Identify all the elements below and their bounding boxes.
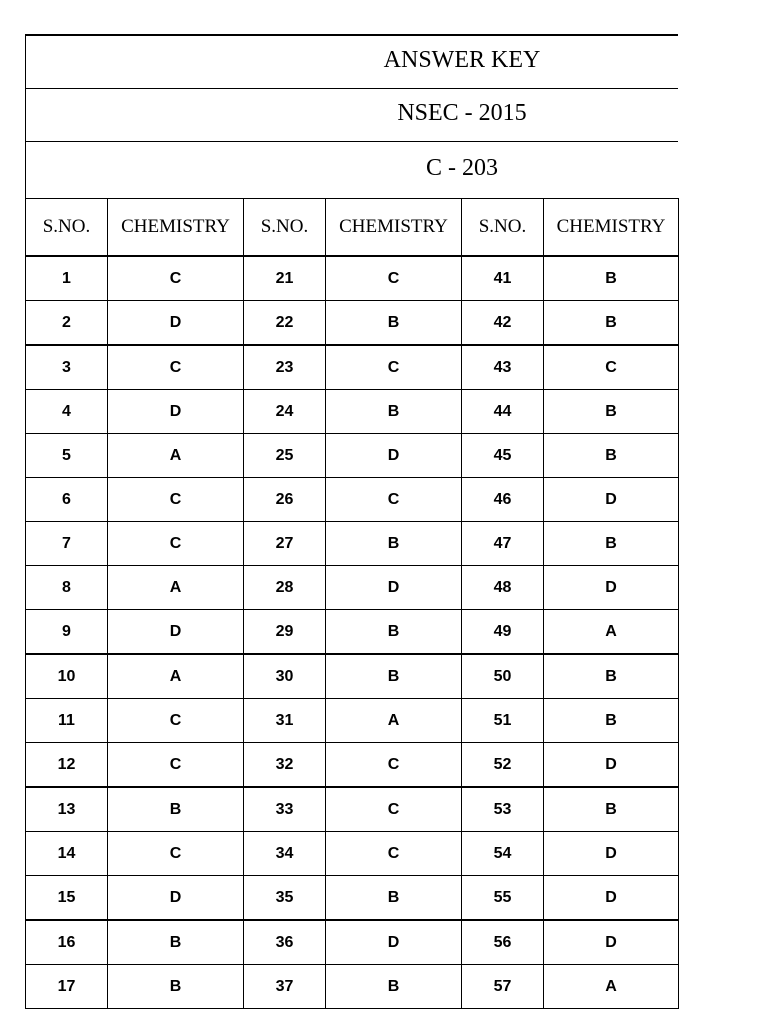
answer-cell: D: [544, 566, 679, 610]
answer-cell: B: [326, 522, 462, 566]
answer-cell: B: [108, 787, 244, 832]
answer-cell: C: [326, 256, 462, 301]
code-row: [25, 141, 678, 198]
sno-cell: 42: [462, 301, 544, 346]
sno-cell: 28: [244, 566, 326, 610]
answer-cell: B: [544, 256, 679, 301]
answer-cell: B: [326, 301, 462, 346]
answer-cell: A: [544, 965, 679, 1009]
exam-row: [25, 88, 678, 141]
sno-cell: 6: [26, 478, 108, 522]
answer-cell: D: [544, 876, 679, 921]
sno-cell: 5: [26, 434, 108, 478]
table-row: [26, 876, 679, 921]
sno-cell: 13: [26, 787, 108, 832]
column-header-sno-3: S.NO.: [462, 199, 544, 257]
answer-cell: C: [108, 832, 244, 876]
table-header-row: [26, 199, 679, 257]
sno-cell: 50: [462, 654, 544, 699]
answer-cell: B: [326, 610, 462, 655]
sno-cell: 24: [244, 390, 326, 434]
answer-cell: C: [108, 478, 244, 522]
table-row: [26, 301, 679, 346]
sno-cell: 53: [462, 787, 544, 832]
exam-name: NSEC - 2015: [397, 100, 527, 126]
answer-cell: C: [108, 699, 244, 743]
answer-cell: B: [108, 920, 244, 965]
sno-cell: 56: [462, 920, 544, 965]
table-row: [26, 478, 679, 522]
table-row: [26, 434, 679, 478]
answer-cell: B: [326, 654, 462, 699]
sno-cell: 2: [26, 301, 108, 346]
answer-cell: C: [326, 743, 462, 788]
sno-cell: 34: [244, 832, 326, 876]
table-row: [26, 654, 679, 699]
answer-cell: C: [326, 787, 462, 832]
sno-cell: 27: [244, 522, 326, 566]
sno-cell: 45: [462, 434, 544, 478]
answer-cell: C: [108, 522, 244, 566]
sno-cell: 57: [462, 965, 544, 1009]
table-row: [26, 345, 679, 390]
answer-cell: C: [326, 345, 462, 390]
answer-cell: D: [326, 920, 462, 965]
answer-cell: A: [544, 610, 679, 655]
paper-code: C - 203: [426, 155, 498, 181]
sno-cell: 51: [462, 699, 544, 743]
answer-cell: A: [108, 654, 244, 699]
sno-cell: 9: [26, 610, 108, 655]
answer-cell: B: [544, 434, 679, 478]
table-row: [26, 566, 679, 610]
column-header-sno-1: S.NO.: [26, 199, 108, 257]
sno-cell: 14: [26, 832, 108, 876]
table-row: [26, 256, 679, 301]
sno-cell: 4: [26, 390, 108, 434]
sno-cell: 8: [26, 566, 108, 610]
column-header-sno-2: S.NO.: [244, 199, 326, 257]
answer-cell: B: [544, 654, 679, 699]
title-row: [25, 34, 678, 88]
sno-cell: 35: [244, 876, 326, 921]
sno-cell: 55: [462, 876, 544, 921]
column-header-chemistry-1: CHEMISTRY: [108, 199, 244, 257]
sno-cell: 32: [244, 743, 326, 788]
answer-cell: C: [326, 832, 462, 876]
sno-cell: 36: [244, 920, 326, 965]
sno-cell: 12: [26, 743, 108, 788]
answer-cell: D: [544, 743, 679, 788]
sno-cell: 30: [244, 654, 326, 699]
column-header-chemistry-2: CHEMISTRY: [326, 199, 462, 257]
sno-cell: 37: [244, 965, 326, 1009]
answer-cell: B: [544, 699, 679, 743]
answer-cell: D: [108, 876, 244, 921]
answer-cell: D: [326, 566, 462, 610]
sno-cell: 15: [26, 876, 108, 921]
answer-cell: C: [544, 345, 679, 390]
answer-cell: B: [544, 522, 679, 566]
answer-cell: D: [544, 920, 679, 965]
answer-cell: C: [108, 256, 244, 301]
answer-cell: B: [326, 390, 462, 434]
sno-cell: 11: [26, 699, 108, 743]
table-row: [26, 743, 679, 788]
sno-cell: 1: [26, 256, 108, 301]
sno-cell: 10: [26, 654, 108, 699]
sno-cell: 16: [26, 920, 108, 965]
answer-cell: B: [544, 787, 679, 832]
sno-cell: 21: [244, 256, 326, 301]
answer-cell: D: [108, 610, 244, 655]
sno-cell: 26: [244, 478, 326, 522]
sno-cell: 7: [26, 522, 108, 566]
answer-table-body: [26, 256, 679, 1009]
sno-cell: 22: [244, 301, 326, 346]
sno-cell: 44: [462, 390, 544, 434]
answer-cell: D: [108, 301, 244, 346]
answer-cell: D: [326, 434, 462, 478]
sno-cell: 17: [26, 965, 108, 1009]
sno-cell: 3: [26, 345, 108, 390]
answer-key-sheet: [25, 34, 678, 1009]
table-row: [26, 787, 679, 832]
table-row: [26, 965, 679, 1009]
sno-cell: 48: [462, 566, 544, 610]
answer-cell: A: [108, 566, 244, 610]
table-row: [26, 832, 679, 876]
answer-cell: B: [544, 301, 679, 346]
table-row: [26, 920, 679, 965]
sno-cell: 25: [244, 434, 326, 478]
sno-cell: 23: [244, 345, 326, 390]
answer-cell: C: [108, 345, 244, 390]
table-row: [26, 522, 679, 566]
sno-cell: 29: [244, 610, 326, 655]
answer-cell: D: [108, 390, 244, 434]
sno-cell: 47: [462, 522, 544, 566]
table-row: [26, 390, 679, 434]
answer-cell: A: [108, 434, 244, 478]
sno-cell: 33: [244, 787, 326, 832]
table-row: [26, 699, 679, 743]
table-row: [26, 610, 679, 655]
sno-cell: 31: [244, 699, 326, 743]
answer-cell: B: [326, 965, 462, 1009]
sno-cell: 41: [462, 256, 544, 301]
sno-cell: 54: [462, 832, 544, 876]
sno-cell: 46: [462, 478, 544, 522]
sno-cell: 43: [462, 345, 544, 390]
sno-cell: 52: [462, 743, 544, 788]
answer-cell: B: [326, 876, 462, 921]
answer-table: [25, 198, 679, 1009]
answer-cell: D: [544, 832, 679, 876]
answer-cell: A: [326, 699, 462, 743]
answer-cell: B: [544, 390, 679, 434]
answer-cell: B: [108, 965, 244, 1009]
sno-cell: 49: [462, 610, 544, 655]
answer-cell: C: [326, 478, 462, 522]
page-title: ANSWER KEY: [383, 47, 541, 73]
column-header-chemistry-3: CHEMISTRY: [544, 199, 679, 257]
answer-cell: D: [544, 478, 679, 522]
answer-cell: C: [108, 743, 244, 788]
